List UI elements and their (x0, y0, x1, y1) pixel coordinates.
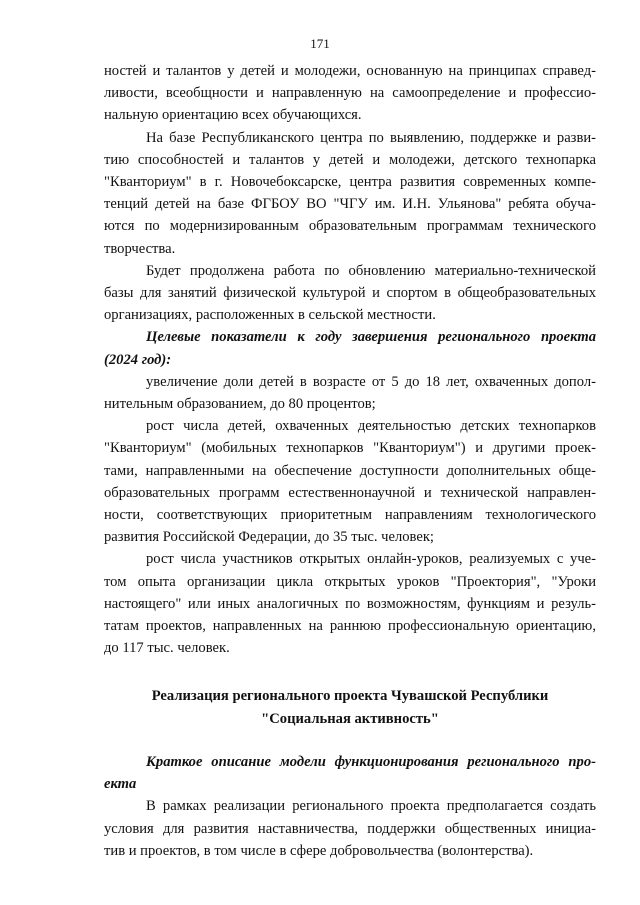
text-line: развития Российской Федерации, до 35 тыс. человек; (104, 529, 434, 546)
text-line: увеличение доли детей в возрасте от 5 до 18 лет, охваченных допол- (146, 373, 596, 390)
text-line: том опыта организации цикла открытых уроков "Проектория", "Уроки (104, 573, 596, 590)
paragraph-material-base (104, 260, 596, 327)
text-line: ются по модернизированным образовательным программам технического (104, 218, 596, 235)
heading-line: (2024 год): (104, 351, 172, 368)
text-line: В рамках реализации регионального проекта предполагается создать (146, 798, 596, 815)
text-line: образовательных программ естественнонаучной и технической направлен- (104, 484, 596, 501)
text-line: ливости, всеобщности и направленную на самоопределение и профессио- (104, 85, 596, 102)
heading-line: Целевые показатели к году завершения регионального проекта (146, 329, 596, 346)
text-line: базы для занятий физической культурой и спортом в общеобразовательных (104, 285, 596, 302)
text-line: "Кванториум" в г. Новочебоксарске, центра развития современных компе- (104, 174, 596, 191)
subsection-heading (104, 751, 596, 795)
text-line: нительным образованием, до 80 процентов; (104, 396, 376, 413)
paragraph-continuation (104, 60, 596, 127)
section-title (104, 685, 596, 729)
text-line: ностей и талантов у детей и молодежи, основанную на принципах справед- (104, 63, 596, 79)
text-line: тами, направленными на обеспечение доступности дополнительных обще- (104, 462, 596, 479)
targets-heading (104, 326, 596, 370)
heading-line: екта (104, 776, 137, 793)
text-line: "Кванториум" (мобильных технопарков "Кванториум") и другими проек- (104, 440, 596, 457)
text-line: тив и проектов, в том числе в сфере добровольчества (волонтерства). (104, 842, 534, 859)
paragraph-republican-center (104, 127, 596, 260)
target-item (104, 415, 596, 548)
text-line: На базе Республиканского центра по выявлению, поддержке и разви- (146, 129, 596, 146)
text-line: до 117 тыс. человек. (104, 640, 230, 657)
text-line: рост числа детей, охваченных деятельностью детских технопарков (146, 418, 596, 435)
text-line: Будет продолжена работа по обновлению материально-технической (146, 262, 596, 279)
text-line: творчества. (104, 240, 176, 257)
text-line: тенций детей на базе ФГБОУ ВО "ЧГУ им. И.Н. Ульянова" ребята обуча- (104, 196, 596, 213)
text-line: нальную ориентацию всех обучающихся. (104, 107, 362, 124)
text-line: условия для развития наставничества, поддержки общественных инициа- (104, 820, 596, 837)
page-number: 171 (310, 36, 330, 51)
document-body (104, 60, 596, 862)
target-item (104, 548, 596, 659)
heading-line: Краткое описание модели функционирования регионального про- (146, 753, 596, 770)
target-item (104, 371, 596, 415)
text-line: организациях, расположенных в сельской местности. (104, 307, 436, 324)
text-line: тию способностей и талантов у детей и молодежи, детского технопарка (104, 151, 596, 168)
text-line: ности, соответствующих приоритетным направлениям технологического (104, 507, 596, 524)
paragraph-project-description (104, 795, 596, 862)
section-title-line: Реализация регионального проекта Чувашской Республики (151, 688, 549, 705)
section-title-line: "Социальная активность" (261, 710, 439, 727)
text-line: настоящего" или иных аналогичных по возможностям, функциям и резуль- (104, 595, 596, 612)
text-line: рост числа участников открытых онлайн-уроков, реализуемых с уче- (146, 551, 596, 568)
text-line: татам проектов, направленных на раннюю профессиональную ориентацию, (104, 618, 596, 635)
